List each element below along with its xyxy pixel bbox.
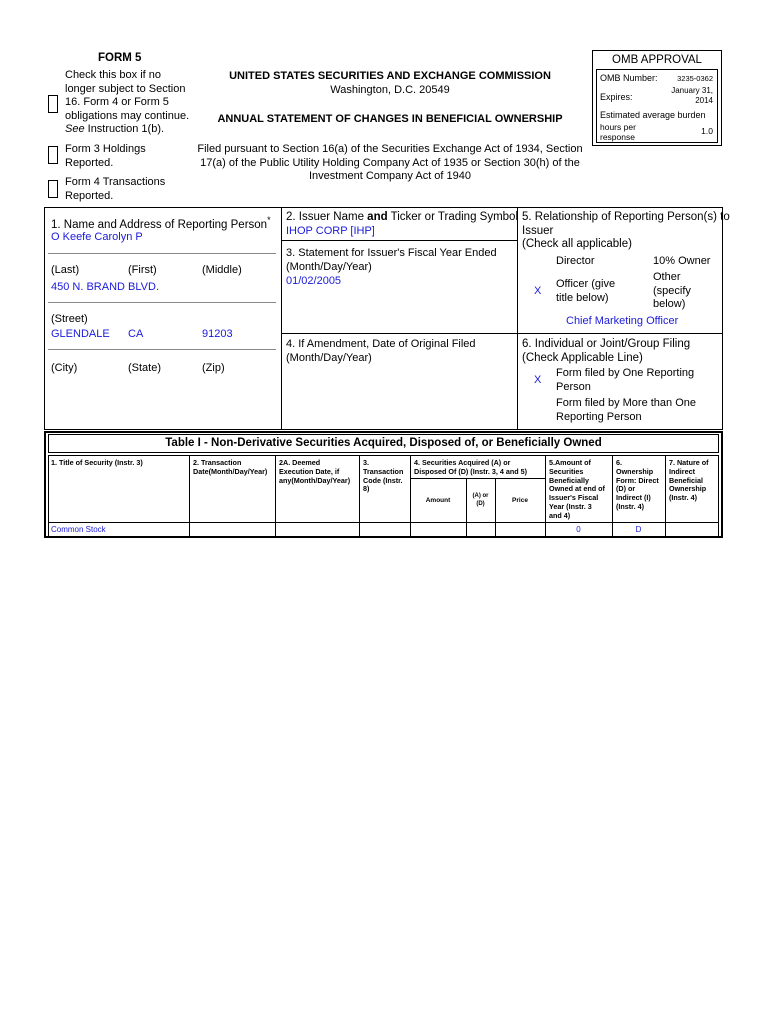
col6-l5: Indirect (I) [616, 493, 651, 503]
col5-l2: Securities [549, 466, 584, 476]
last-label: (Last) [51, 264, 80, 276]
filed-pursuant-line3: Investment Company Act of 1940 [308, 170, 472, 182]
box3-line1: 3. Statement for Issuer's Fiscal Year Ended [286, 247, 497, 259]
box5-line2: Issuer [522, 224, 554, 237]
box2-label-post: Ticker or Trading Symbol [387, 211, 519, 223]
omb-expires-line1: January 31, [671, 86, 713, 95]
box5-line1: 5. Relationship of Reporting Person(s) to [522, 211, 730, 223]
col2a-l1: 2A. Deemed [279, 458, 321, 467]
street-value: 450 N. BRAND BLVD. [51, 281, 160, 293]
col6-l1: 6. [616, 458, 622, 467]
col3-l1: 3. [363, 458, 369, 467]
officer-check-mark[interactable]: X [534, 285, 542, 297]
section16-checkbox[interactable] [48, 95, 58, 113]
col5-l6: Year (Instr. 3 [549, 501, 592, 511]
col-transaction-code [363, 459, 403, 494]
col6-l6: (Instr. 4) [616, 501, 644, 511]
other-line1: Other [653, 271, 681, 283]
form4-checkbox[interactable] [48, 180, 58, 198]
box2-label [286, 211, 518, 224]
col6-l3: Form: Direct [616, 475, 659, 485]
col4-l1: 4. Securities Acquired (A) or [414, 458, 511, 467]
col6-l4: (D) or [616, 484, 636, 494]
more-reporting-line1: Form filed by More than One [556, 397, 697, 409]
form3-checkbox-label [65, 143, 195, 170]
col2-l2: Date(Month/Day/Year) [193, 466, 268, 476]
col-price: Price [512, 497, 528, 504]
col7-l1: 7. Nature of [669, 458, 709, 467]
row-security-title: Common Stock [51, 525, 106, 534]
form3-line2: Reported. [65, 156, 114, 169]
street-label: (Street) [51, 313, 88, 325]
box6-label [522, 338, 690, 365]
omb-hours-label [600, 122, 636, 142]
first-label: (First) [128, 264, 157, 276]
box1-label [51, 214, 271, 232]
omb-number-label: OMB Number: [600, 73, 658, 83]
row-amount-owned: 0 [576, 525, 581, 534]
agency-name: UNITED STATES SECURITIES AND EXCHANGE COMMISSION [229, 70, 551, 82]
col-amount-beneficially-owned [549, 459, 605, 521]
ten-percent-owner-option[interactable]: 10% Owner [653, 255, 711, 267]
omb-hours-line1: hours per [600, 122, 636, 132]
city-label: (City) [51, 362, 78, 374]
col6-l2: Ownership [616, 466, 654, 476]
col-amount: Amount [425, 497, 451, 504]
omb-hours-line2: response [600, 132, 635, 142]
more-reporting-line2: Reporting Person [556, 410, 642, 423]
section16-checkbox-label [65, 69, 200, 137]
other-line3: below) [653, 298, 686, 310]
col7-l2: Indirect [669, 466, 695, 476]
col3-l3: Code (Instr. [363, 475, 403, 485]
one-reporting-line2: Person [556, 380, 591, 393]
statement-title: ANNUAL STATEMENT OF CHANGES IN BENEFICIAL OWNERSHIP [217, 113, 563, 125]
officer-line2: title below) [556, 291, 609, 304]
box5-label [522, 211, 730, 252]
col-aord-l1: (A) or [472, 493, 489, 499]
col5-l7: and 4) [549, 510, 571, 520]
col5-l3: Beneficially [549, 475, 589, 485]
filed-pursuant-line1: Filed pursuant to Section 16(a) of the Securities Exchange Act of 1934, Section [197, 143, 583, 155]
form3-line1: Form 3 Holdings [65, 143, 146, 155]
col-transaction-date [193, 459, 267, 477]
omb-approval-box [592, 50, 722, 146]
one-reporting-check-mark[interactable]: X [534, 374, 542, 386]
form-title: FORM 5 [98, 52, 142, 64]
filed-pursuant-line2: 17(a) of the Public Utility Holding Company Act of 1935 or Section 30(h) of the [200, 156, 580, 169]
row-ownership-form: D [635, 525, 642, 534]
box4-label [286, 338, 476, 365]
col-securities-acquired-disposed [414, 459, 527, 477]
box6-line1: 6. Individual or Joint/Group Filing [522, 338, 691, 350]
city-value: GLENDALE [51, 328, 110, 340]
officer-line1: Officer (give [556, 278, 616, 290]
section16-line4: obligations may continue. [65, 109, 190, 122]
col-aord-l2: (D) [476, 501, 485, 507]
col5-l4: Owned at end of [549, 484, 605, 494]
box4-line1: 4. If Amendment, Date of Original Filed [286, 338, 476, 350]
box3-line2: (Month/Day/Year) [286, 260, 372, 273]
officer-title: Chief Marketing Officer [566, 315, 679, 327]
one-reporting-person-option[interactable] [556, 367, 694, 394]
col-nature-of-indirect-ownership [669, 459, 709, 503]
other-option[interactable] [653, 271, 691, 312]
box6-line2: (Check Applicable Line) [522, 351, 643, 364]
omb-hours-value: 1.0 [701, 126, 713, 136]
col2a-l3: any(Month/Day/Year) [279, 475, 351, 485]
table1-title-box [48, 434, 719, 453]
box1-asterisk: * [267, 215, 271, 225]
omb-expires-value [671, 86, 713, 105]
omb-burden-label: Estimated average burden [600, 110, 706, 120]
form3-checkbox[interactable] [48, 146, 58, 164]
zip-label: (Zip) [202, 362, 225, 374]
col7-l4: Ownership [669, 484, 707, 494]
more-reporting-persons-option[interactable] [556, 397, 696, 424]
issuer-name: IHOP CORP [IHP] [286, 225, 375, 237]
fiscal-year-end-date: 01/02/2005 [286, 275, 342, 287]
col5-l1: 5.Amount of [549, 458, 591, 467]
table1-title: Table I - Non-Derivative Securities Acquired, Disposed of, or Beneficially Owned [165, 437, 602, 449]
col2a-l2: Execution Date, if [279, 466, 340, 476]
col3-l2: Transaction [363, 466, 404, 476]
zip-value: 91203 [202, 328, 233, 340]
box5-line3: (Check all applicable) [522, 238, 632, 250]
section16-instruction: Instruction 1(b). [84, 123, 165, 135]
box4-line2: (Month/Day/Year) [286, 351, 372, 364]
col5-l5: Issuer's Fiscal [549, 493, 599, 503]
state-value: CA [128, 328, 144, 340]
other-line2: (specify [653, 284, 691, 297]
form4-line2: Reported. [65, 189, 114, 202]
box2-label-and: and [367, 211, 388, 223]
omb-details [596, 69, 718, 143]
filed-pursuant-text [190, 143, 590, 184]
middle-label: (Middle) [202, 264, 242, 276]
omb-expires-label: Expires: [600, 92, 633, 102]
omb-title: OMB APPROVAL [612, 54, 702, 66]
form4-checkbox-label [65, 176, 195, 203]
section16-line3: 16. Form 4 or Form 5 [65, 96, 169, 108]
one-reporting-line1: Form filed by One Reporting [556, 367, 695, 379]
col-a-or-d [466, 492, 495, 508]
col7-l3: Beneficial [669, 475, 703, 485]
officer-option[interactable] [556, 278, 615, 305]
omb-number-value: 3235-0362 [677, 74, 713, 83]
col-title-of-security: 1. Title of Security (Instr. 3) [51, 458, 143, 467]
state-label: (State) [128, 362, 162, 374]
box1-label-text: 1. Name and Address of Reporting Person [51, 218, 268, 231]
col4-l2: Disposed Of (D) (Instr. 3, 4 and 5) [414, 466, 528, 476]
box3-label [286, 247, 497, 274]
agency-location: Washington, D.C. 20549 [330, 84, 450, 96]
col-ownership-form [616, 459, 659, 512]
reporting-person-name: O Keefe Carolyn P [51, 231, 143, 243]
col7-l5: (Instr. 4) [669, 493, 697, 503]
section16-see: See [65, 123, 85, 135]
section16-line1: Check this box if no [65, 69, 161, 81]
director-option[interactable]: Director [556, 255, 595, 267]
col-deemed-execution-date [279, 459, 350, 485]
section16-line5 [65, 123, 200, 137]
col2-l1: 2. Transaction [193, 458, 242, 467]
col3-l4: 8) [363, 484, 370, 494]
omb-expires-line2: 2014 [695, 95, 713, 105]
section16-line2: longer subject to Section [65, 82, 186, 95]
form4-line1: Form 4 Transactions [65, 176, 166, 188]
box2-label-pre: 2. Issuer Name [286, 211, 368, 223]
